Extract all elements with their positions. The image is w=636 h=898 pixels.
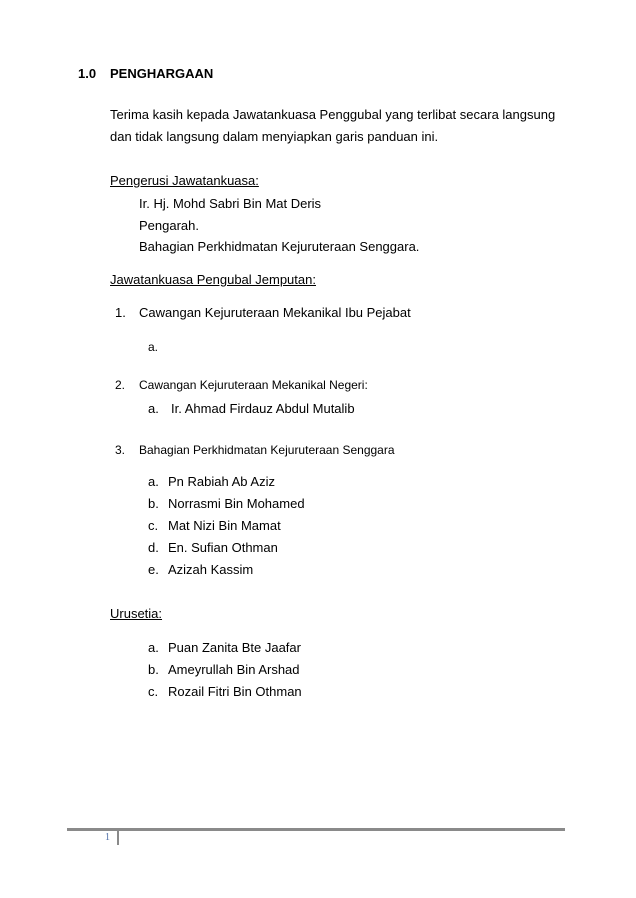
pengerusi-heading: Pengerusi Jawatankuasa:: [110, 173, 259, 188]
group-item-letter: d.: [148, 540, 159, 555]
group-title: Cawangan Kejuruteraan Mekanikal Ibu Pejabat: [139, 305, 411, 320]
group-item-name: Ir. Ahmad Firdauz Abdul Mutalib: [171, 401, 355, 416]
group-item-name: En. Sufian Othman: [168, 540, 278, 555]
group-title: Bahagian Perkhidmatan Kejuruteraan Senggara: [139, 443, 395, 457]
group-number: 1.: [115, 305, 126, 320]
group-number: 3.: [115, 443, 126, 457]
pengerusi-name: Ir. Hj. Mohd Sabri Bin Mat Deris: [139, 196, 322, 211]
urusetia-item-name: Puan Zanita Bte Jaafar: [168, 640, 301, 655]
pengerusi-department: Bahagian Perkhidmatan Kejuruteraan Senggara.: [139, 239, 420, 254]
intro-line-2: dan tidak langsung dalam menyiapkan garis panduan ini.: [110, 129, 439, 144]
section-number: 1.0: [78, 66, 97, 81]
group-number: 2.: [115, 378, 126, 392]
group-item-letter: b.: [148, 496, 159, 511]
footer-rule: [67, 828, 565, 831]
page-number: 1: [105, 832, 110, 843]
urusetia-item-name: Rozail Fitri Bin Othman: [168, 684, 302, 699]
group-item-letter: a.: [148, 474, 159, 489]
group-title: Cawangan Kejuruteraan Mekanikal Negeri:: [139, 378, 368, 392]
section-title: PENGHARGAAN: [110, 66, 214, 81]
group-item-name: Mat Nizi Bin Mamat: [168, 518, 281, 533]
group-item-name: Azizah Kassim: [168, 562, 254, 577]
pengerusi-title: Pengarah.: [139, 218, 199, 233]
group-item-letter: a.: [148, 340, 159, 354]
group-item-name: Pn Rabiah Ab Aziz: [168, 474, 275, 489]
urusetia-heading: Urusetia:: [110, 606, 163, 621]
urusetia-item-letter: a.: [148, 640, 159, 655]
jawatankuasa-heading: Jawatankuasa Pengubal Jemputan:: [110, 272, 316, 287]
group-item-letter: a.: [148, 401, 159, 416]
group-item-letter: e.: [148, 562, 159, 577]
group-item-name: Norrasmi Bin Mohamed: [168, 496, 305, 511]
footer-divider: [117, 829, 119, 845]
urusetia-item-name: Ameyrullah Bin Arshad: [168, 662, 300, 677]
group-item-letter: c.: [148, 518, 159, 533]
urusetia-item-letter: c.: [148, 684, 159, 699]
urusetia-item-letter: b.: [148, 662, 159, 677]
intro-line-1: Terima kasih kepada Jawatankuasa Penggubal yang terlibat secara langsung: [110, 107, 556, 122]
